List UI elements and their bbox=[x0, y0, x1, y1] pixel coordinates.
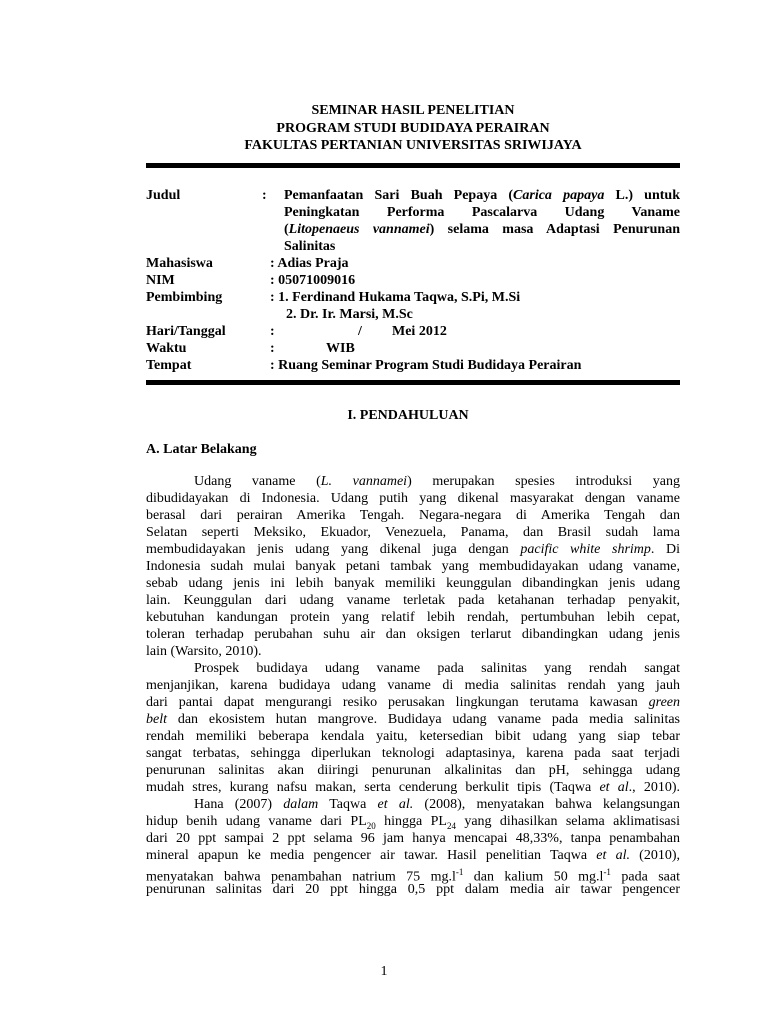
chapter-heading: I. PENDAHULUAN bbox=[347, 408, 469, 423]
page-number: 1 bbox=[380, 964, 388, 979]
p1-line: sebab udang jenis ini lebih banyak memiliki keunggulan dibandingkan jenis udang bbox=[146, 576, 680, 591]
faculty-title: FAKULTAS PERTANIAN UNIVERSITAS SRIWIJAYA bbox=[244, 138, 582, 153]
p2-line: sangat terbatas, sehingga diperlukan teknologi adaptasinya, karena pada saat terjadi bbox=[146, 746, 680, 761]
p2-line: dari pantai dapat mengurangi resiko perusakan lingkungan terutama kawasan green bbox=[146, 695, 680, 710]
p1-line: berasal dari perairan Amerika Tengah. Negara-negara di Amerika Tengah dan bbox=[146, 508, 680, 523]
p2-line: rendah memiliki beberapa kendala yaitu, ketersedian bibit udang yang siap tebar bbox=[146, 729, 680, 744]
p1-line: lain. Keunggulan dari udang vaname terletak pada ketahanan terhadap penyakit, bbox=[146, 593, 680, 608]
waktu-colon: : bbox=[270, 341, 275, 356]
p3-line: Hana (2007) dalam Taqwa et al. (2008), menyatakan bahwa kelangsungan bbox=[194, 797, 681, 812]
judul-line-1: Pemanfaatan Sari Buah Pepaya (Carica papaya L.) untuk bbox=[284, 188, 680, 203]
tempat-label: Tempat bbox=[146, 358, 192, 373]
p2-line: penurunan salinitas akan diiringi penurunan alkalinitas dan pH, sehingga udang bbox=[146, 763, 680, 778]
nim-label: NIM bbox=[146, 273, 175, 288]
p1-line: toleran terhadap perubahan suhu air dan oksigen terlarut dibandingkan udang jenis bbox=[146, 627, 680, 642]
waktu-value: WIB bbox=[326, 341, 355, 356]
p2-line: menjanjikan, karena budidaya udang vaname di media salinitas rendah yang jauh bbox=[146, 678, 680, 693]
p1-line: dibudidayakan di Indonesia. Udang putih yang dikenal masyarakat dengan vaname bbox=[146, 491, 680, 506]
p3-line: mineral apapun ke media pengencer air tawar. Hasil penelitian Taqwa et al. (2010), bbox=[146, 848, 681, 863]
p2-line: belt dan ekosistem hutan mangrove. Budidaya udang vaname pada media salinitas bbox=[146, 712, 680, 727]
p1-line: Selatan seperti Meksiko, Ekuador, Venezuela, Panama, dan Brasil sudah lama bbox=[146, 525, 680, 540]
seminar-title: SEMINAR HASIL PENELITIAN bbox=[311, 103, 515, 118]
tanggal-colon: : bbox=[270, 324, 275, 339]
mahasiswa-value: : Adias Praja bbox=[270, 256, 349, 271]
tanggal-label: Hari/Tanggal bbox=[146, 324, 226, 339]
tempat-value: : Ruang Seminar Program Studi Budidaya Perairan bbox=[270, 358, 582, 373]
judul-label: Judul bbox=[146, 188, 181, 203]
bottom-rule bbox=[146, 380, 680, 385]
tanggal-slash: / bbox=[358, 324, 362, 339]
mahasiswa-label: Mahasiswa bbox=[146, 256, 213, 271]
p1-line: Udang vaname (L. vannamei) merupakan spesies introduksi yang bbox=[194, 474, 680, 489]
waktu-label: Waktu bbox=[146, 341, 187, 356]
pembimbing-label: Pembimbing bbox=[146, 290, 223, 305]
top-rule bbox=[146, 163, 680, 168]
pembimbing-2: 2. Dr. Ir. Marsi, M.Sc bbox=[286, 307, 413, 322]
p1-line: Indonesia sudah mulai banyak petani tambak yang membudidayakan udang vaname, bbox=[146, 559, 680, 574]
nim-value: : 05071009016 bbox=[270, 273, 356, 288]
p3-line: menyatakan bahwa penambahan natrium 75 $mg.l^{-1}$ dan kalium 50 $mg.l^{-1}$ pada saat bbox=[146, 867, 680, 885]
p3-line: dari 20 ppt sampai 2 ppt selama 96 jam hanya mencapai 48,33%, tanpa penambahan bbox=[146, 831, 680, 846]
pembimbing-1: : 1. Ferdinand Hukama Taqwa, S.Pi, M.Si bbox=[270, 290, 521, 305]
paragraph-3 bbox=[146, 796, 680, 898]
judul-line-4: Salinitas bbox=[284, 239, 336, 254]
tanggal-value: Mei 2012 bbox=[392, 324, 447, 339]
p3-line: penurunan salinitas dari 20 ppt hingga 0,5 ppt dalam media air tawar pengencer bbox=[146, 882, 680, 897]
program-title: PROGRAM STUDI BUDIDAYA PERAIRAN bbox=[276, 121, 550, 136]
paragraph-1 bbox=[146, 473, 680, 660]
judul-line-3: (Litopenaeus vannamei) selama masa Adaptasi Penurunan bbox=[284, 222, 680, 237]
subsection-heading: A. Latar Belakang bbox=[146, 442, 257, 457]
p1-line: membudidayakan jenis udang yang dikenal juga dengan pacific white shrimp. Di bbox=[146, 542, 680, 557]
judul-line-2: Peningkatan Performa Pascalarva Udang Vaname bbox=[284, 205, 680, 220]
p1-line: kebutuhan kandungan protein yang relatif lebih rendah, pertumbuhan lebih cepat, bbox=[146, 610, 680, 625]
p2-line: Prospek budidaya udang vaname pada salinitas yang rendah sangat bbox=[194, 661, 680, 676]
p2-line: mudah stres, kurang nafsu makan, serta cenderung berkulit tipis (Taqwa et al., 2010). bbox=[146, 780, 681, 795]
paragraph-2 bbox=[146, 660, 680, 796]
p1-line: lain (Warsito, 2010). bbox=[146, 644, 262, 659]
judul-colon: : bbox=[262, 188, 267, 203]
p3-line: hidup benih udang vaname dari $PL_{20}$ hingga $PL_{24}$ yang dihasilkan selama aklimatisasi bbox=[146, 814, 680, 831]
